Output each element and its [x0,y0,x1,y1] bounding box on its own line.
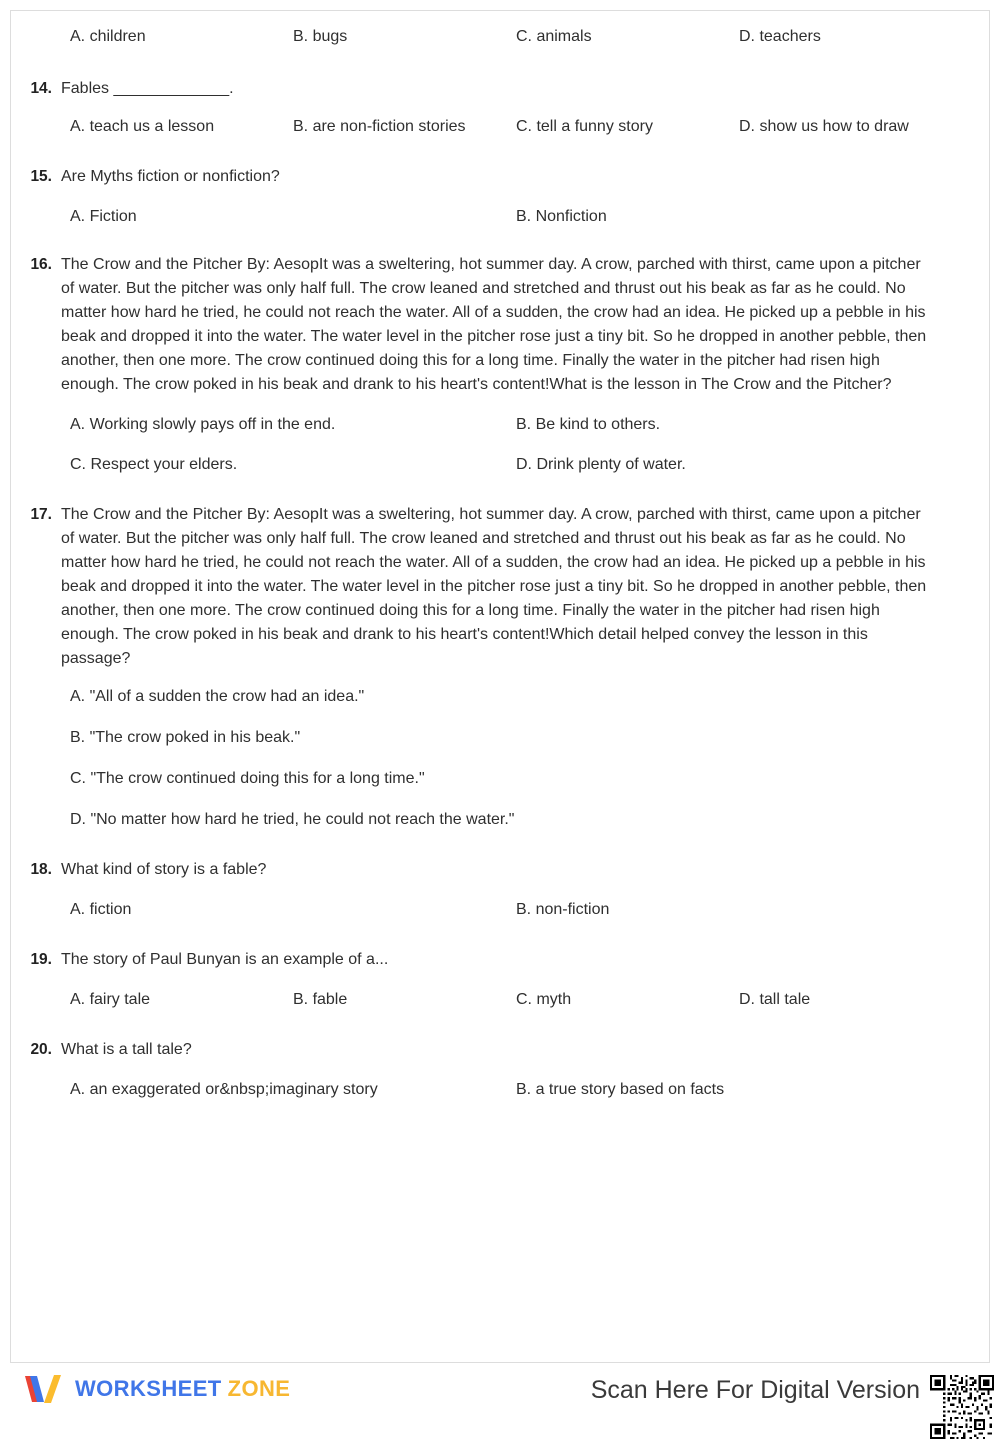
option-a[interactable]: A. an exaggerated or&nbsp;imaginary story [70,1081,378,1098]
option-b[interactable]: B. non-fiction [516,901,610,918]
options-group [23,115,969,139]
option-row [70,767,969,791]
option-b[interactable]: B. "The crow poked in his beak." [70,729,301,746]
option-b[interactable]: B. a true story based on facts [516,1081,725,1098]
option-d[interactable]: D. Drink plenty of water. [516,456,686,473]
question-block-17 [23,503,969,832]
options-group [23,413,969,477]
question-text: The Crow and the Pitcher By: AesopIt was a sweltering, hot summer day. A crow, parched with thirst, came upon a pitcher of water. But the pitcher was only half full. The crow leaned and stretched and thrust out his beak as far as he could. No matter how hard he tried, he could not reach the water. All of a sudden, the crow had an idea. He picked up a pebble in his beak and dropped it into the water. The water level in the pitcher rose just a tiny bit. So he dropped in another pebble, then another, then one more. The crow continued doing this for a long time. Finally the water in the pitcher had risen high enough. The crow poked in his beak and drank to his heart's content!What is the lesson in The Crow and the Pitcher? [61,256,927,393]
question-block-15 [23,165,969,229]
options-group [23,988,969,1012]
question-block-19 [23,948,969,1012]
option-b[interactable]: B. Be kind to others. [516,416,661,433]
option-row [70,1078,969,1102]
question-stem [23,77,969,101]
option-row [70,205,969,229]
option-a[interactable]: A. teach us a lesson [70,118,215,135]
worksheet-zone-logo [22,1369,290,1409]
page-footer [0,1363,1000,1414]
option-d[interactable]: D. show us how to draw [739,118,909,135]
option-d[interactable]: D. "No matter how hard he tried, he could not reach the water." [70,811,515,828]
option-c[interactable]: C. myth [516,991,572,1008]
question-text: What is a tall tale? [61,1041,192,1058]
option-a[interactable]: A. Working slowly pays off in the end. [70,416,336,433]
brand-zone-text: ZONE [227,1376,291,1401]
worksheet-content-box [10,10,990,1363]
question-number: 15. [30,168,52,185]
question-number: 20. [30,1041,52,1058]
question-block-20 [23,1038,969,1102]
option-d[interactable]: D. tall tale [739,991,811,1008]
question-stem [23,948,969,972]
question-text: Fables _____________. [61,80,234,97]
question-block-14 [23,77,969,139]
question-block-13-options [23,25,969,49]
options-group [23,685,969,832]
option-row [70,115,969,139]
option-row [70,413,969,437]
option-row [70,988,969,1012]
question-stem [23,503,969,671]
question-number: 16. [30,256,52,273]
option-a[interactable]: A. Fiction [70,208,137,225]
option-row [70,726,969,750]
option-a[interactable]: A. "All of a sudden the crow had an idea." [70,688,365,705]
option-b[interactable]: B. bugs [293,28,348,45]
option-b[interactable]: B. are non-fiction stories [293,118,466,135]
option-row [70,808,969,832]
question-stem [23,253,969,397]
option-c[interactable]: C. animals [516,28,592,45]
option-a[interactable]: A. fiction [70,901,132,918]
question-number: 14. [30,80,52,97]
question-number: 17. [30,506,52,523]
option-d[interactable]: D. teachers [739,28,821,45]
question-text: Are Myths fiction or nonfiction? [61,168,280,185]
question-block-16 [23,253,969,477]
question-stem [23,1038,969,1062]
question-number: 18. [30,861,52,878]
options-group [23,1078,969,1102]
options-group [23,898,969,922]
qr-code[interactable] [926,1371,998,1443]
option-b[interactable]: B. fable [293,991,348,1008]
qr-code-icon [930,1375,994,1439]
question-stem [23,165,969,189]
question-stem [23,858,969,882]
options-group [23,25,969,49]
option-row [70,25,969,49]
option-row [70,898,969,922]
option-c[interactable]: C. "The crow continued doing this for a long time." [70,770,425,787]
scan-instruction-text: Scan Here For Digital Version [590,1376,920,1404]
question-text: What kind of story is a fable? [61,861,267,878]
question-text: The story of Paul Bunyan is an example of a... [61,951,389,968]
option-b[interactable]: B. Nonfiction [516,208,607,225]
question-number: 19. [30,951,52,968]
option-a[interactable]: A. children [70,28,146,45]
options-group [23,205,969,229]
option-row [70,453,969,477]
brand-wordmark [75,1376,290,1402]
question-text: The Crow and the Pitcher By: AesopIt was a sweltering, hot summer day. A crow, parched with thirst, came upon a pitcher of water. But the pitcher was only half full. The crow leaned and stretched and thrust out his beak as far as he could. No matter how hard he tried, he could not reach the water. All of a sudden, the crow had an idea. He picked up a pebble in his beak and dropped it into the water. The water level in the pitcher rose just a tiny bit. So he dropped in another pebble, then another, then one more. The crow continued doing this for a long time. Finally the water in the pitcher had risen high enough. The crow poked in his beak and drank to his heart's content!Which detail helped convey the lesson in this passage? [61,506,927,667]
option-c[interactable]: C. tell a funny story [516,118,653,135]
brand-worksheet-text: WORKSHEET [75,1376,222,1401]
option-c[interactable]: C. Respect your elders. [70,456,238,473]
option-row [70,685,969,709]
question-block-18 [23,858,969,922]
option-a[interactable]: A. fairy tale [70,991,151,1008]
logo-mark-icon [22,1372,66,1406]
